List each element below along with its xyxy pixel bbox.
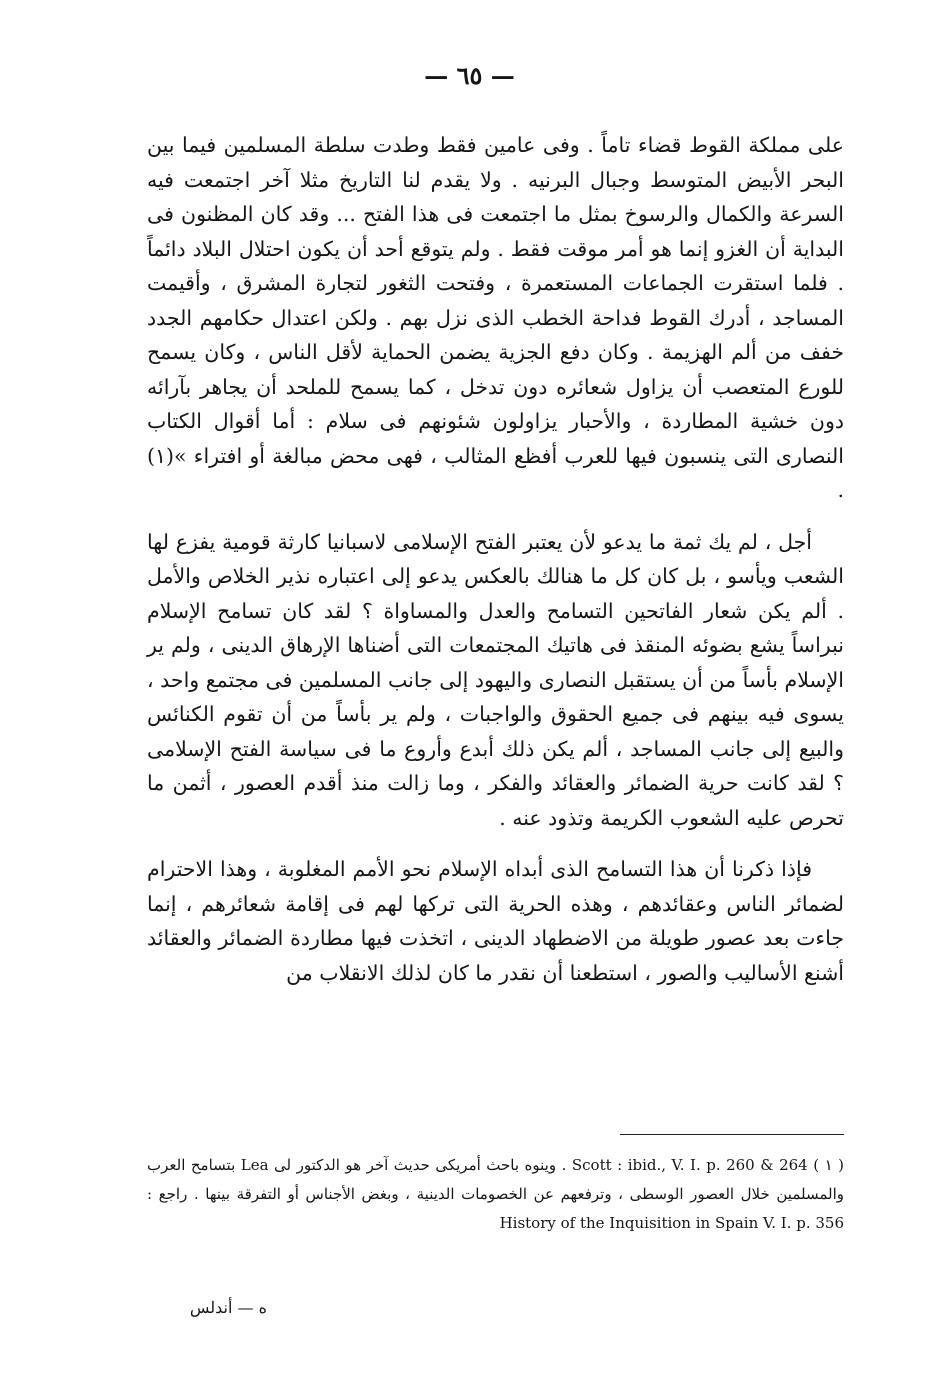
body-text xyxy=(147,128,844,990)
paragraph-1: على مملكة القوط قضاء تاماً . وفى عامين فقط وطدت سلطة المسلمين فيما بين البحر الأبيض المتوسط وجبال البرنيه . ولا يقدم لنا التاريخ مثلا آخر اجتمعت فيه السرعة والكمال والرسوخ بمثل ما اجتمعت فى هذا الفتح ... وقد كان المظنون فى البداية أن الغزو إنما هو أمر موقت فقط . ولم يتوقع أحد أن يكون احتلال البلاد دائماً . فلما استقرت الجماعات المستعمرة ، وفتحت الثغور لتجارة المشرق ، وأقيمت المساجد ، أدرك القوط فداحة الخطب الذى نزل بهم . ولكن اعتدال حكامهم الجدد خفف من ألم الهزيمة . وكان دفع الجزية يضمن الحماية لأقل الناس ، وكان يسمح للورع المتعصب أن يزاول شعائره دون تدخل ، كما يسمح للملحد أن يجاهر بآرائه دون خشية المطاردة ، والأحبار يزاولون شئونهم فى سلام : أما أقوال الكتاب النصارى التى ينسبون فيها للعرب أفظع المثالب ، فهى محض مبالغة أو افتراء »(١) . xyxy=(147,133,844,502)
footnote-1: ( ١ ) Scott : ibid., V. I. p. 260 & 264 . وينوه باحث أمريكى حديث آخر هو الدكتور لى Lea بتسامح العرب والمسلمين خلال العصور الوسطى ، وترفعهم عن الخصومات الدينية ، وبغض الأجناس أو التفرقة بينها . راجع : History of the Inquisition in Spain V. I. p. 356 xyxy=(147,1156,845,1232)
paragraph-3: فإذا ذكرنا أن هذا التسامح الذى أبداه الإسلام نحو الأمم المغلوبة ، وهذا الاحترام لضمائر الناس وعقائدهم ، وهذه الحرية التى تركها لهم فى إقامة شعائرهم ، إنما جاءت بعد عصور طويلة من الاضطهاد الدينى ، اتخذت فيها مطاردة الضمائر والعقائد أشنع الأساليب والصور ، استطعنا أن نقدر ما كان لذلك الانقلاب من xyxy=(147,857,844,985)
footnotes xyxy=(147,1151,844,1238)
paragraph-2: أجل ، لم يك ثمة ما يدعو لأن يعتبر الفتح الإسلامى لاسبانيا كارثة قومية يفزع لها الشعب ويأسو ، بل كان كل ما هنالك بالعكس يدعو إلى اعتباره نذير الخلاص والأمل . ألم يكن شعار الفاتحين التسامح والعدل والمساواة ؟ لقد كان تسامح الإسلام نبراساً يشع بضوئه المنقذ فى هاتيك المجتمعات التى أضناها الإرهاق الدينى ، ولم ير الإسلام بأساً من أن يستقبل النصارى واليهود إلى جانب المسلمين فى مجتمع واحد ، يسوى فيه بينهم فى جميع الحقوق والواجبات ، ولم ير بأساً من أن تقوم الكنائس والبيع إلى جانب المساجد ، ألم يكن ذلك أبدع وأروع ما فى سياسة الفتح الإسلامى ؟ لقد كانت حرية الضمائر والعقائد والفكر ، وما زالت منذ أقدم العصور ، أثمن ما تحرص عليه الشعوب الكريمة وتذود عنه . xyxy=(147,529,844,830)
footnote-divider xyxy=(620,1134,844,1135)
page-number: — ٦٥ — xyxy=(424,61,515,90)
signature-mark: ه — أندلس xyxy=(189,1298,267,1317)
